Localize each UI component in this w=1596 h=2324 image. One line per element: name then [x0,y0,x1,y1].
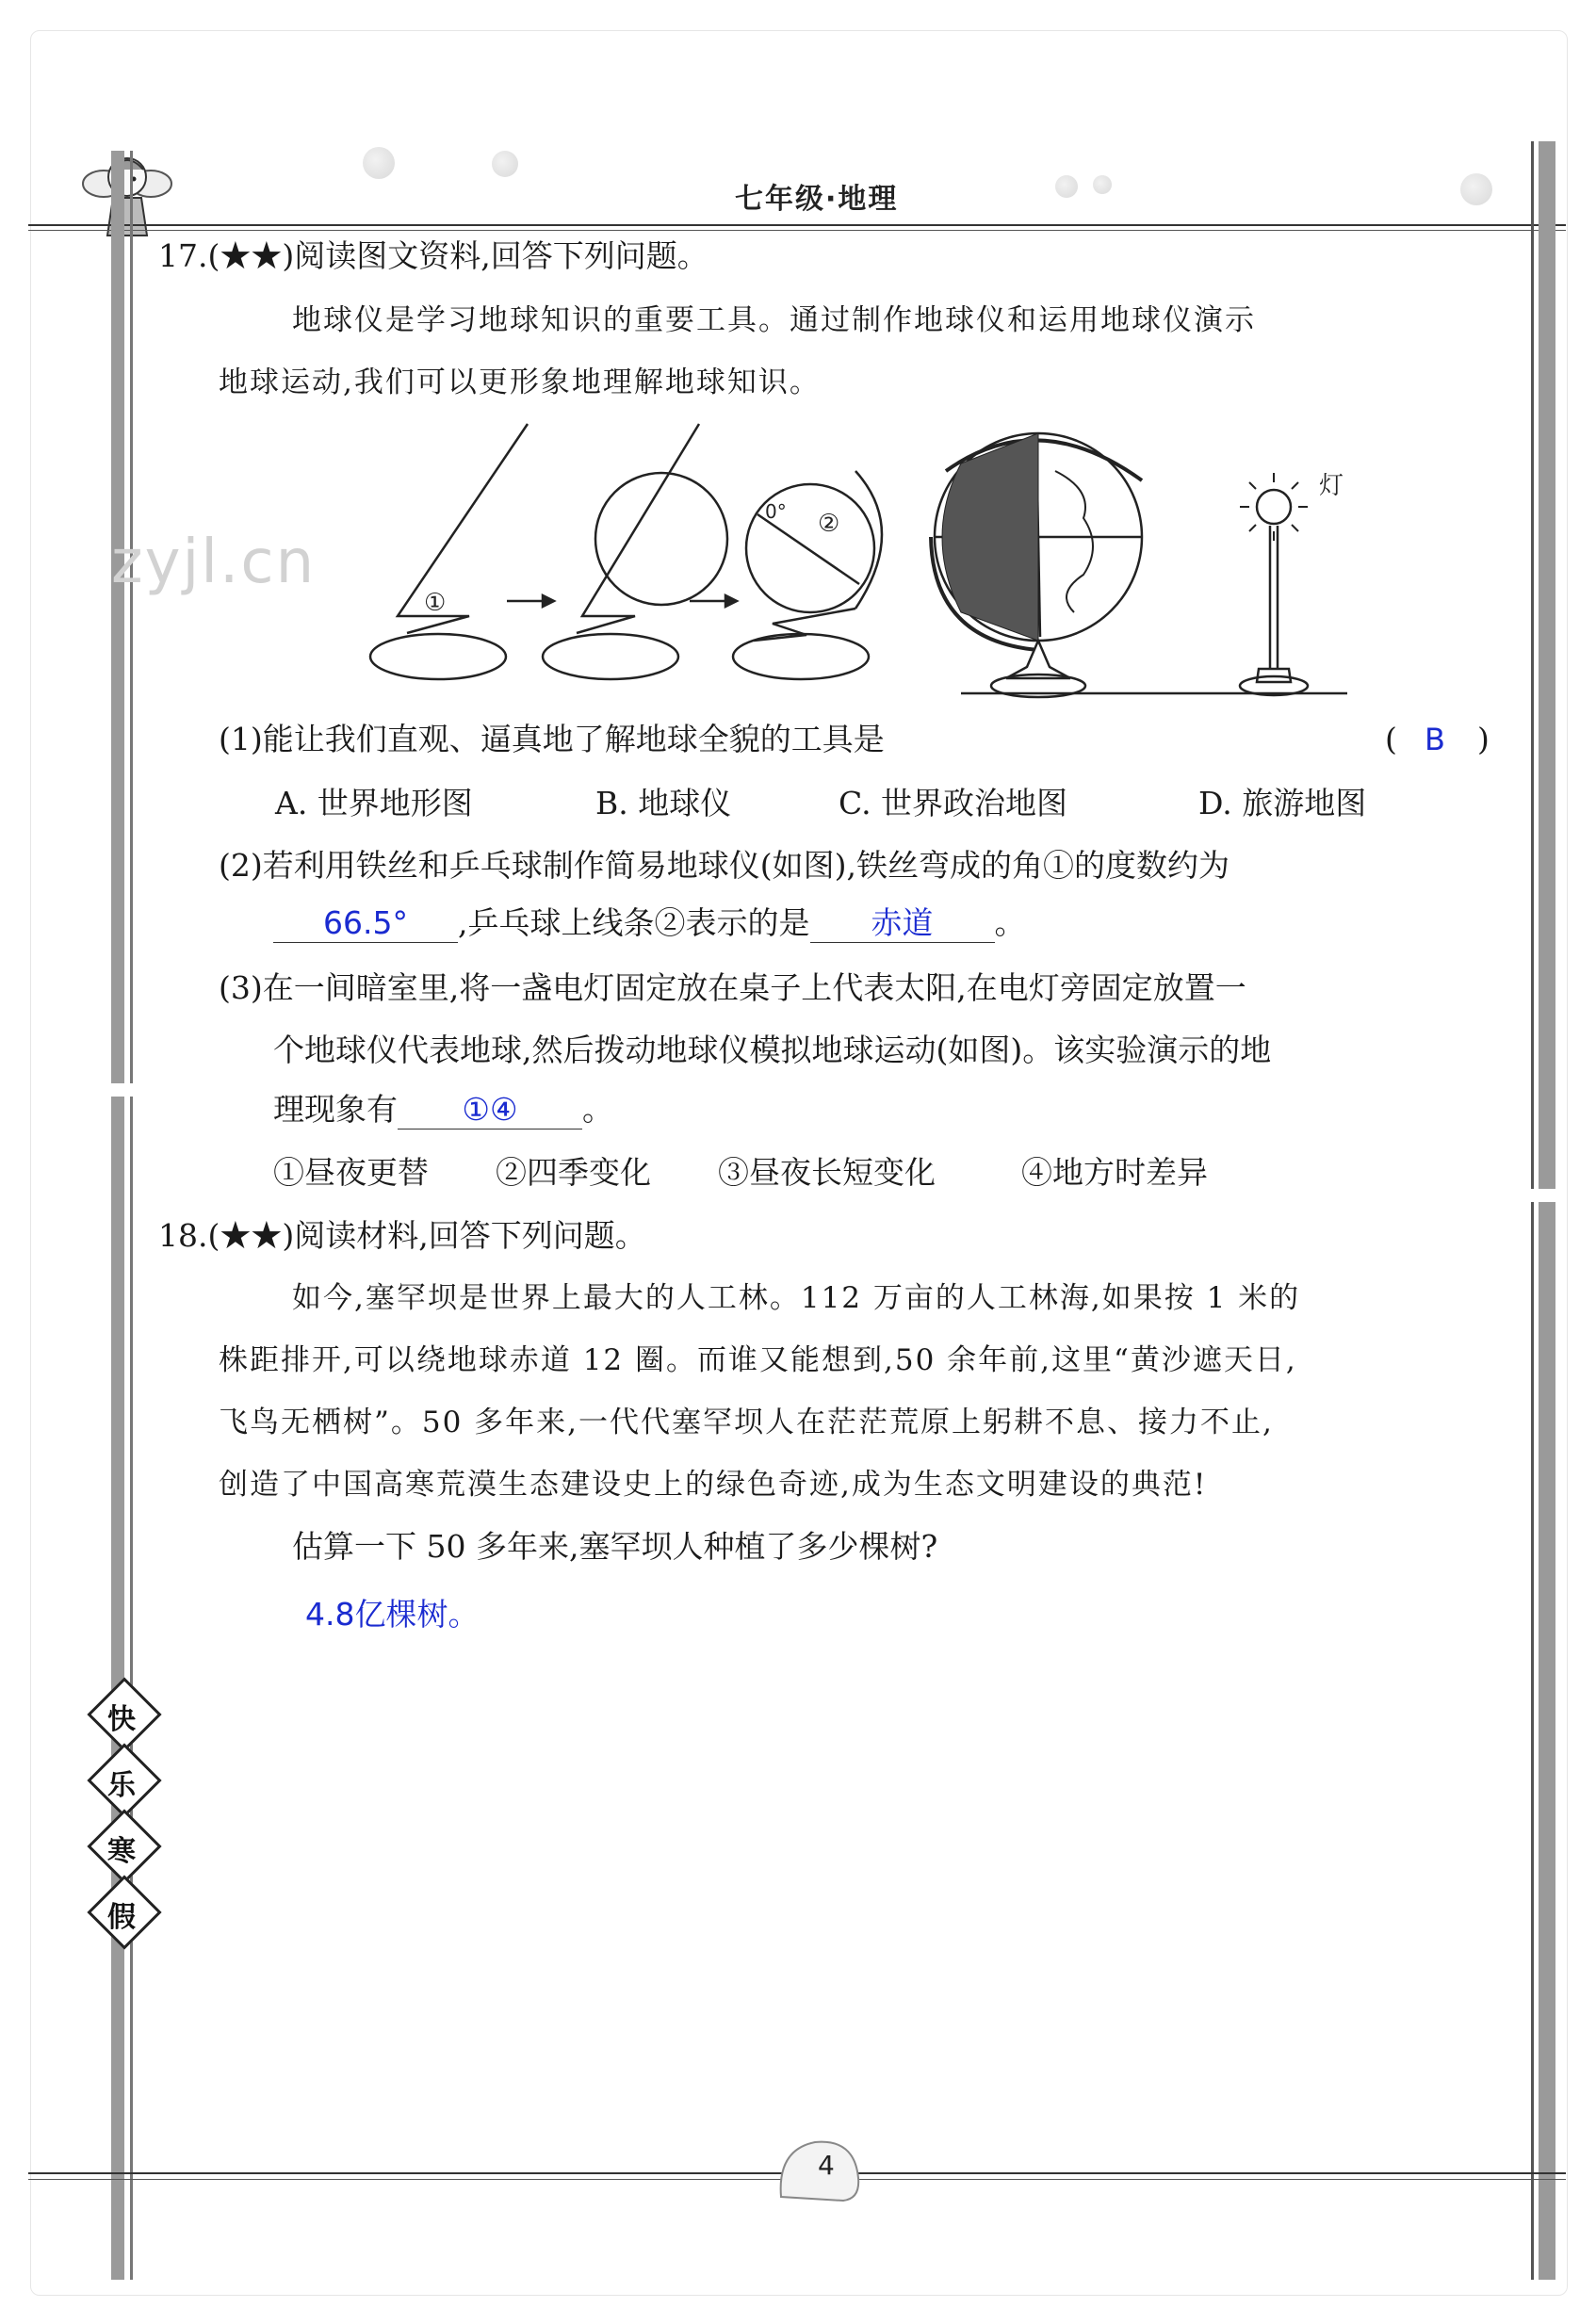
q17-sub2-answer1: 66.5° [273,904,458,943]
q17-sub3-line2: 个地球仪代表地球,然后拨动地球仪模拟地球运动(如图)。该实验演示的地 [273,1032,1272,1068]
page-number: 4 [818,2150,835,2181]
q17-figure [358,414,1357,707]
q17-sub1-answer: B [1425,722,1445,757]
q17-sub3-option-3: ③昼夜长短变化 [718,1154,936,1191]
figure-label-deg: 0° [765,500,787,523]
q17-sub1-paren-open: ( [1385,721,1397,757]
side-badge-4: 假 [107,1901,136,1934]
q17-sub3-option-1: ①昼夜更替 [273,1154,429,1191]
watermark: zyjl.cn [111,528,317,597]
q17-sub3-line3 [273,1091,613,1129]
q17-option-b: B. 地球仪 [595,785,732,821]
q17-option-d: D. 旅游地图 [1198,785,1367,821]
q17-sub3-option-2: ②四季变化 [496,1154,651,1191]
q17-option-a: A. 世界地形图 [275,785,473,821]
q17-sub3-end: 。 [582,1091,613,1128]
q17-sub1: (1)能让我们直观、逼真地了解地球全貌的工具是 [219,721,885,757]
q17-option-c: C. 世界政治地图 [839,785,1068,821]
q17-sub3-option-4: ④地方时差异 [1021,1154,1208,1191]
q17-sub3-line1: (3)在一间暗室里,将一盏电灯固定放在桌子上代表太阳,在电灯旁固定放置一 [219,969,1246,1006]
figure-label-1: ① [424,589,447,617]
right-binding-line [1531,141,1534,2280]
right-binding-bar [1539,141,1555,2280]
side-badge-1: 快 [107,1703,136,1736]
left-binding-line [130,151,133,2280]
q17-passage-line1: 地球仪是学习地球知识的重要工具。通过制作地球仪和运用地球仪演示 [292,303,1256,337]
figure-label-2: ② [818,510,840,538]
q17-sub1-paren-close: ) [1477,721,1490,757]
figure-lamp-label: 灯 [1319,472,1344,500]
q18-passage-line4: 创造了中国高寒荒漠生态建设史上的绿色奇迹,成为生态文明建设的典范! [219,1468,1208,1502]
page-title: 七年级·地理 [735,183,899,216]
q17-stem: 17.(★★)阅读图文资料,回答下列问题。 [158,237,708,274]
q17-sub2-end: 。 [994,904,1026,941]
q17-sub2-answer2: 赤道 [810,904,995,943]
header-rule [28,224,1566,226]
q18-answer: 4.8亿棵树。 [305,1596,480,1633]
left-binding-bar [111,151,124,2280]
q17-passage-line2: 地球运动,我们可以更形象地理解地球知识。 [219,366,821,399]
header-rule-thin [28,230,1566,231]
q17-sub2-line1: (2)若利用铁丝和乒乓球制作简易地球仪(如图),铁丝弯成的角①的度数约为 [219,847,1230,884]
side-badge-2: 乐 [107,1769,136,1802]
q17-sub3-prefix: 理现象有 [273,1091,398,1128]
side-badges [81,1677,166,1959]
side-badge-3: 寒 [107,1835,136,1868]
q18-passage-line3: 飞鸟无栖树”。50 多年来,一代代塞罕坝人在茫茫荒原上躬耕不息、接力不止, [219,1406,1274,1439]
q17-sub2-mid: ,乒乓球上线条②表示的是 [458,904,810,941]
q17-sub2-line2 [273,904,1026,943]
q17-sub3-answer: ①④ [398,1091,582,1129]
q18-passage-line1: 如今,塞罕坝是世界上最大的人工林。112 万亩的人工林海,如果按 1 米的 [292,1281,1301,1315]
q18-stem: 18.(★★)阅读材料,回答下列问题。 [158,1217,646,1254]
q18-question: 估算一下 50 多年来,塞罕坝人种植了多少棵树? [292,1528,938,1565]
q18-passage-line2: 株距排开,可以绕地球赤道 12 圈。而谁又能想到,50 余年前,这里“黄沙遮天日, [219,1343,1297,1377]
